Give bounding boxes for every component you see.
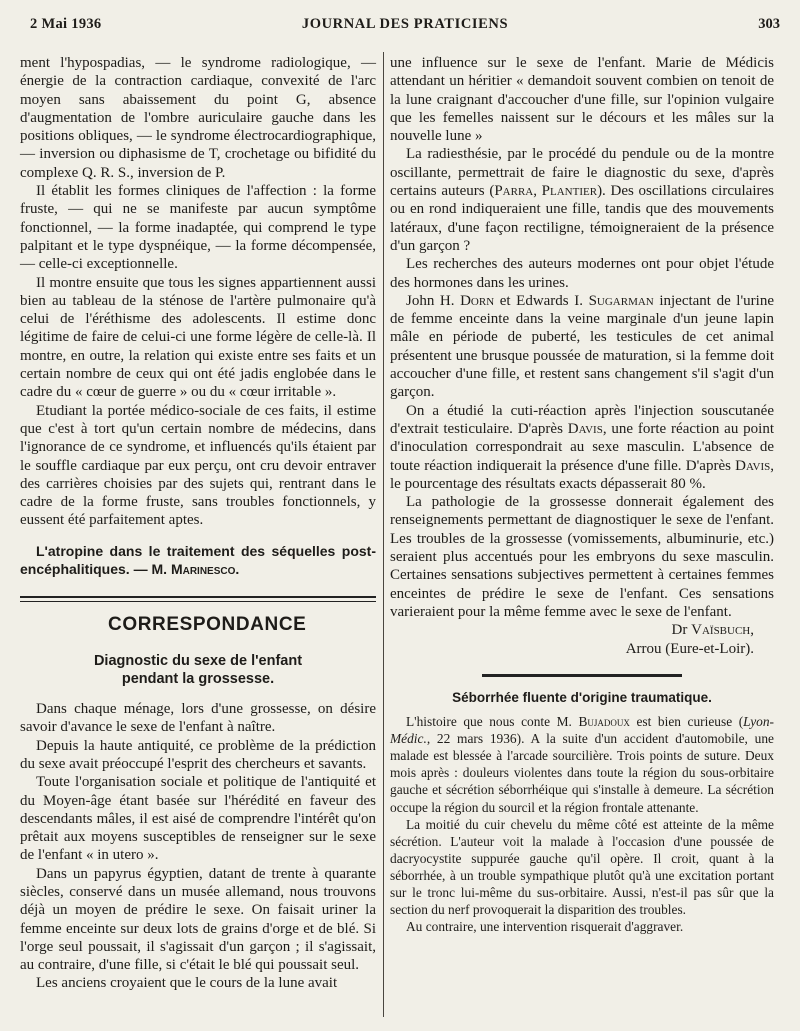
- text-run: On a étudié la cuti-réaction après l'injection souscutanée d'extrait testiculaire. D'après: [390, 402, 774, 437]
- header-date: 2 Mai 1936: [30, 16, 102, 32]
- author-bujadoux: Bujadoux: [578, 714, 630, 730]
- signature-title: Dr: [671, 622, 692, 639]
- author-davis: Davis: [567, 420, 603, 437]
- text-run: , une forte réaction au point d'inoculation correspondrait au sexe masculin. L'absence de toute réaction indiquerait la présence d'une fille. D'après: [390, 420, 774, 474]
- paragraph: Toute l'organisation sociale et politique de l'antiquité et du Moyen-âge étant basée sur l'hérédité en faveur des descendants mâles, il est aisé de comprendre l'intérêt qu'on prêtait aux moyens susceptibles de renseigner sur le sexe de l'enfant « in utero ».: [20, 774, 376, 864]
- article-body: [390, 713, 774, 935]
- paragraph: [390, 292, 774, 402]
- paragraph: Les recherches des auteurs modernes ont pour objet l'étude des hormones dans les urines.: [390, 256, 774, 291]
- paragraph: Il établit les formes cliniques de l'affection : la forme fruste, — qui ne se manifeste par aucun symptôme fonctionnel, — la forme inadaptée, qui comprend le type palpitant et le type dyspnéique, — la forme décompensée, — celle-ci exceptionnelle.: [20, 183, 376, 273]
- page-number: 303: [758, 16, 780, 32]
- text-run: La radiesthésie, par le procédé du pendule ou de la montre oscillante, permettrait de faire le diagnostic du sexe, d'après certains auteurs (: [390, 146, 774, 200]
- paragraph: Etudiant la portée médico-sociale de ces faits, il estime que c'est à tort qu'un certain nombre de médecins, dans l'ignorance de ce syndrome, et influencés qu'ils étaient par le souffle cardiaque par eux perçu, ont cru devoir entraver des carrières choisies par des sujets qui, rentrant dans le cadre de la forme fruste, sans troubles fonctionnels, y eussent été parfaitement aptes.: [20, 402, 376, 529]
- atropine-author: Marinesco: [170, 560, 236, 577]
- paragraph: Dans un papyrus égyptien, datant de trente à quarante siècles, conservé dans un musée allemand, nous trouvons déjà un moyen de prédire le sexe. On faisait uriner la femme enceinte sur deux lots de grains d'orge et de blé. Si l'orge seul poussait, il s'agissait d'un garçon ; il s'agissait, au contraire, d'une fille, si c'était le blé qui poussait seul.: [20, 865, 376, 974]
- paragraph: une influence sur le sexe de l'enfant. Marie de Médicis attendant un héritier « demandoit souvent combien on tenoit de la lune craignant d'accoucher d'une fille, sur l'opinion vulgaire que les femelles naissent sur le décours et les mâles sur la nouvelle lune »: [390, 55, 774, 145]
- paragraph: Les anciens croyaient que le cours de la lune avait: [36, 975, 338, 992]
- left-column: [20, 54, 376, 993]
- section-rule-top: [20, 596, 376, 598]
- article-title-line-2: pendant la grossesse.: [121, 671, 275, 688]
- paragraph: Depuis la haute antiquité, ce problème de la prédiction du sexe avait préoccupé l'esprit des chercheurs et savants.: [20, 737, 376, 772]
- author-davis: Davis: [735, 457, 771, 474]
- author-sugarman: Sugarman: [588, 292, 654, 309]
- author-dorn: Dorn: [460, 292, 495, 309]
- author-plantier: Plantier: [541, 183, 598, 200]
- atropine-end: .: [235, 560, 240, 577]
- paragraph: [390, 402, 774, 493]
- source-journal: Lyon-Médic.: [390, 714, 775, 747]
- signature-comma: ,: [750, 622, 754, 639]
- article-separator: [482, 674, 682, 677]
- paragraph: Dans chaque ménage, lors d'une grossesse, on désire savoir d'avance le sexe de l'enfant à naître.: [20, 701, 376, 736]
- section-title: CORRESPONDANCE: [108, 613, 307, 635]
- paragraph: La pathologie de la grossesse donnerait également des renseignements permettant de diagnostiquer le sexe de l'enfant. Les troubles de la grossesse (vomissements, albuminurie, etc.) seraient plus accentués pour les embryons du sexe masculin. Certaines sensations subjectives permettent à certaines femmes enceintes de prédire le sexe de l'enfant. Ces sensations varieraient pour la même femme avec le sexe de l'enfant.: [390, 494, 774, 620]
- signature-name-line: [390, 621, 754, 639]
- article-title: [20, 652, 376, 688]
- atropine-title: L'atropine dans le traitement des séquelles post-encéphalitiques.: [20, 542, 376, 577]
- atropine-dash: — M.: [129, 560, 171, 577]
- text-run: ). Des oscillations circulaires ou en rond indiqueraient une fille, tandis que des mouvements latéraux, d'une façon rectiligne, témoigneraient de la présence d'un garçon ?: [390, 183, 774, 254]
- author-parra: Parra: [494, 183, 534, 200]
- text-run: L'histoire que nous conte M.: [406, 714, 579, 730]
- text-run: est bien curieuse (: [629, 714, 744, 730]
- signature-place: Arrou (Eure-et-Loir).: [625, 640, 754, 657]
- paragraph: ment l'hypospadias, — le syndrome radiologique, — énergie de la contraction cardiaque, convexité de l'arc moyen sans abaissement du point G, absence d'augmentation de l'ombre auriculaire gauche dans les positions obliques, — le syndrome électrocardiographique, — inversion ou diphasisme de T, crochetage ou bifidité du complexe Q. R. S., inversion de P.: [20, 55, 376, 181]
- paragraph: La moitié du cuir chevelu du même côté est atteinte de la même sécrétion. L'auteur voit la malade à l'occasion d'une poussée de dacryocystite suppurée gauche qu'il opère. Il croit, quant à la séborrhée, à un trouble sympathique plutôt qu'à une excitation portant sur le tronc lui-même du sus-orbitaire. Aussi, n'est-il pas sûr que la section du nerf provoquerait la disparition des troubles.: [390, 816, 774, 918]
- paragraph: [390, 713, 774, 816]
- right-column: [390, 54, 774, 935]
- atropine-heading: [20, 542, 376, 578]
- running-header: [30, 16, 780, 38]
- column-divider: [383, 52, 384, 1017]
- text-run: , 22 mars 1936). A la suite d'un accident d'automobile, une malade est blessée à l'arcade sourcilière. Trois points de suture. Deux mois après : douleurs violentes dans toute la région du sous-orbitaire gauche et sécrétion séborrhéique qui s'installe à demeure. La sécrétion occupe la région du sourcil et la région frontale attenante.: [390, 731, 774, 815]
- paragraph: Au contraire, une intervention risquerait d'aggraver.: [406, 919, 684, 935]
- article-title: Séborrhée fluente d'origine traumatique.: [452, 689, 712, 705]
- signature-name: Vaïsbuch: [691, 622, 751, 639]
- paragraph: Il montre ensuite que tous les signes appartiennent aussi bien au tableau de la sténose de l'artère pulmonaire qu'à celui de l'éréthisme des adolescents. Il estime donc légitime de faire de celui-ci une forme légère de celle-là. Il montre, en outre, la relation qui existe entre ses faits et un certain nombre de ceux qui ont été jadis englobée dans le cadre du « cœur de guerre » ou du « cœur irritable ».: [20, 274, 376, 401]
- text-run: et Edwards I.: [494, 292, 589, 309]
- text-run: John H.: [406, 292, 461, 309]
- paragraph: [390, 145, 774, 255]
- text-run: ,: [533, 183, 542, 200]
- article-title-line-1: Diagnostic du sexe de l'enfant: [93, 653, 303, 670]
- text-run: injectant de l'urine de femme enceinte dans la veine marginale d'un jeune lapin mâle en période de puberté, les testicules de cet animal présentent une brusque poussée de maturation, si la femme doit accoucher d'une fille, et restent sans changement s'il s'agit d'un garçon.: [390, 292, 774, 401]
- section-rule-bottom: [20, 601, 376, 602]
- journal-title: JOURNAL DES PRATICIENS: [301, 16, 509, 32]
- signature: [390, 621, 754, 658]
- text-run: , le pourcentage des résultats exacts dépasserait 80 %.: [390, 457, 774, 492]
